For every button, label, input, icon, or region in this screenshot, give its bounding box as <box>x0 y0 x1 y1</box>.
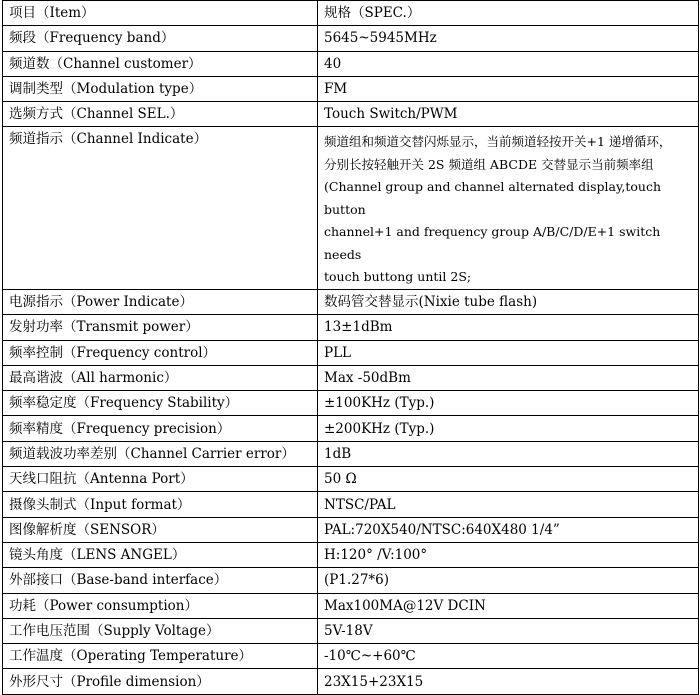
spec-cell: (P1.27*6) <box>318 568 699 593</box>
table-row <box>3 542 699 567</box>
item-cell: 最高谐波（All harmonic） <box>3 365 318 390</box>
spec-cell: 数码管交替显示(Nixie tube flash) <box>318 289 699 314</box>
table-row <box>3 340 699 365</box>
table-row <box>3 365 699 390</box>
item-cell: 镜头角度（LENS ANGEL） <box>3 542 318 567</box>
item-cell: 天线口阻抗（Antenna Port） <box>3 467 318 492</box>
table-row <box>3 289 699 314</box>
spec-header: 规格（SPEC.） <box>318 1 699 26</box>
item-cell: 频道数（Channel customer） <box>3 51 318 76</box>
table-row <box>3 669 699 694</box>
spec-line: 分别长按轻触开关 2S 频道组 ABCDE 交替显示当前频率组 <box>324 156 654 172</box>
item-cell: 调制类型（Modulation type） <box>3 76 318 101</box>
item-cell: 频率稳定度（Frequency Stability） <box>3 391 318 416</box>
spec-line: channel+1 and frequency group A/B/C/D/E+1 switch needs <box>324 224 661 262</box>
table-row <box>3 568 699 593</box>
table-row <box>3 618 699 643</box>
spec-line: 频道组和频道交替闪烁显示，当前频道轻按开关+1 递增循环， <box>324 134 672 150</box>
table-row <box>3 467 699 492</box>
spec-cell: PAL:720X540/NTSC:640X480 1/4” <box>318 517 699 542</box>
spec-cell: 23X15+23X15 <box>318 669 699 694</box>
spec-cell: 5V-18V <box>318 618 699 643</box>
spec-cell: PLL <box>318 340 699 365</box>
table-row <box>3 441 699 466</box>
spec-cell: 40 <box>318 51 699 76</box>
table-row <box>3 644 699 669</box>
table-row <box>3 26 699 51</box>
spec-cell: NTSC/PAL <box>318 492 699 517</box>
item-cell: 外部接口（Base-band interface） <box>3 568 318 593</box>
spec-cell: Max100MA@12V DCIN <box>318 593 699 618</box>
table-header-row <box>3 1 699 26</box>
table-row <box>3 416 699 441</box>
item-cell: 频率控制（Frequency control） <box>3 340 318 365</box>
spec-table <box>2 0 699 695</box>
spec-cell: ±100KHz (Typ.) <box>318 391 699 416</box>
spec-cell: 1dB <box>318 441 699 466</box>
table-row <box>3 127 699 290</box>
table-row <box>3 51 699 76</box>
item-cell: 发射功率（Transmit power） <box>3 315 318 340</box>
item-cell: 工作温度（Operating Temperature） <box>3 644 318 669</box>
item-cell: 频率精度（Frequency precision） <box>3 416 318 441</box>
table-row <box>3 76 699 101</box>
item-cell: 选频方式（Channel SEL.） <box>3 102 318 127</box>
item-cell: 工作电压范围（Supply Voltage） <box>3 618 318 643</box>
table-row <box>3 517 699 542</box>
item-cell: 频段（Frequency band） <box>3 26 318 51</box>
spec-cell: 5645~5945MHz <box>318 26 699 51</box>
item-cell: 摄像头制式（Input format） <box>3 492 318 517</box>
spec-cell: Max -50dBm <box>318 365 699 390</box>
spec-cell: 13±1dBm <box>318 315 699 340</box>
item-cell: 功耗（Power consumption） <box>3 593 318 618</box>
spec-line: touch buttong until 2S; <box>324 269 472 285</box>
spec-cell: ±200KHz (Typ.) <box>318 416 699 441</box>
table-row <box>3 391 699 416</box>
item-cell: 外形尺寸（Profile dimension） <box>3 669 318 694</box>
table-row <box>3 102 699 127</box>
spec-cell: H:120° /V:100° <box>318 542 699 567</box>
spec-cell: -10℃~+60℃ <box>318 644 699 669</box>
table-row <box>3 315 699 340</box>
spec-cell: Touch Switch/PWM <box>318 102 699 127</box>
item-header: 项目（Item） <box>3 1 318 26</box>
spec-cell-multiline <box>318 127 699 290</box>
table-row <box>3 593 699 618</box>
spec-line: (Channel group and channel alternated display,touch button <box>324 179 662 217</box>
spec-cell: 50 Ω <box>318 467 699 492</box>
item-cell: 图像解析度（SENSOR） <box>3 517 318 542</box>
item-cell: 频道指示（Channel Indicate） <box>3 127 318 290</box>
item-cell: 频道载波功率差别（Channel Carrier error） <box>3 441 318 466</box>
item-cell: 电源指示（Power Indicate） <box>3 289 318 314</box>
table-row <box>3 492 699 517</box>
spec-cell: FM <box>318 76 699 101</box>
